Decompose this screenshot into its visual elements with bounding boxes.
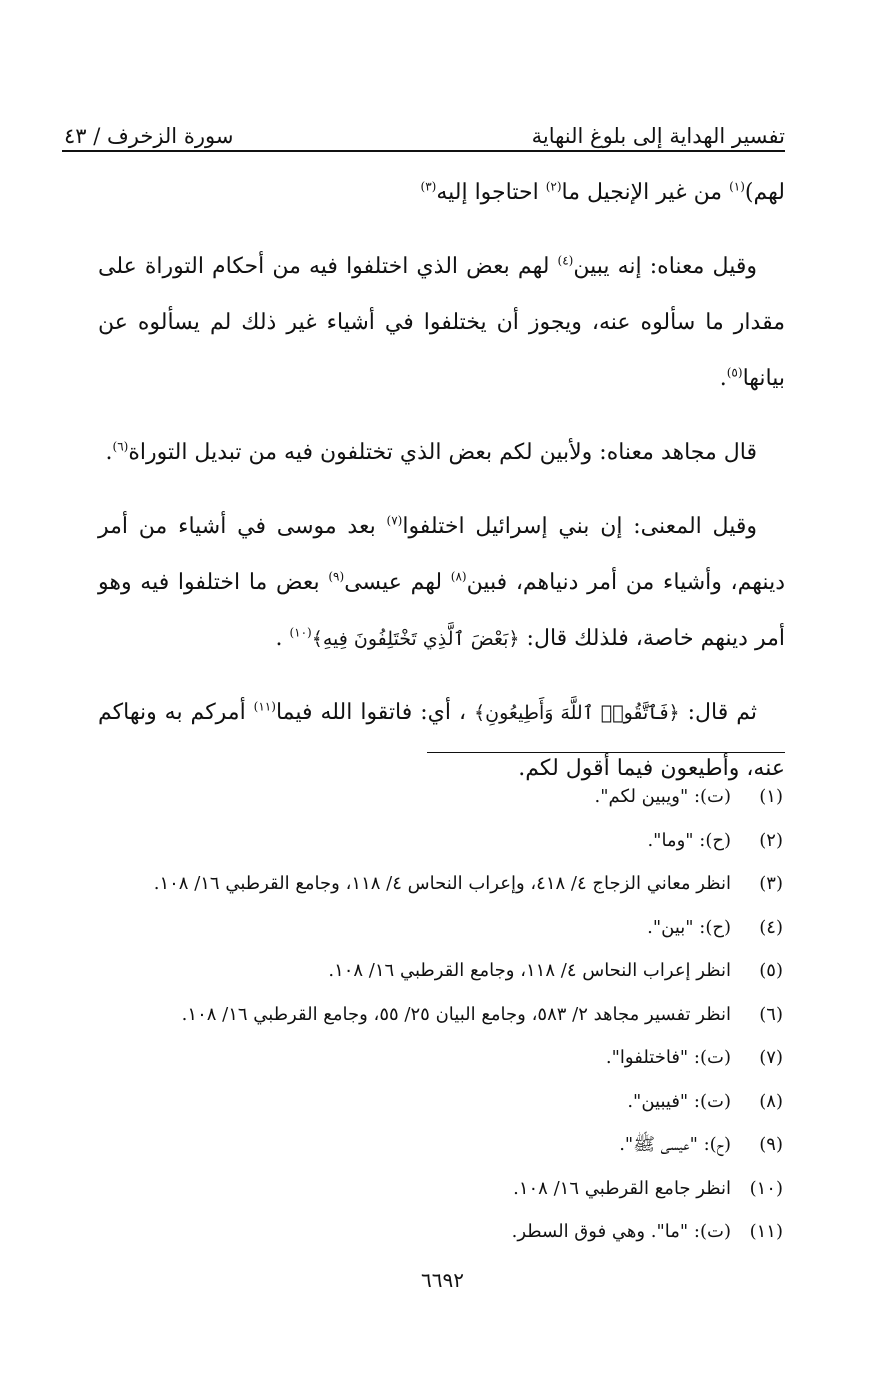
text-run: لهم) [744, 180, 785, 205]
footnote-number: (٩) [759, 1134, 783, 1155]
footnote-marker: (٣) [420, 179, 437, 194]
header-rule [62, 150, 785, 152]
footnote-item [90, 1167, 783, 1211]
paragraph [98, 499, 785, 667]
footnote-text: انظر جامع القرطبي ١٦/ ١٠٨. [513, 1177, 731, 1199]
footnote-separator [427, 752, 785, 753]
footnote-number: (٦) [759, 1003, 783, 1025]
footnote-text: انظر تفسير مجاهد ٢/ ٥٨٣، وجامع البيان ٢٥/ ٥٥، وجامع القرطبي ١٦/ ١٠٨. [181, 1003, 731, 1025]
footnote-number: (١٠) [749, 1177, 783, 1199]
text-run: . [719, 366, 727, 391]
text-run: وقيل المعنى: إن بني إسرائيل اختلفوا [402, 514, 757, 539]
footnote-marker: (٢) [545, 179, 562, 194]
footnote-number: (٥) [759, 960, 783, 981]
footnote-number: (٢) [759, 829, 783, 851]
footnote-text: انظر معاني الزجاج ٤/ ٤١٨، وإعراب النحاس ٤/ ١١٨، وجامع القرطبي ١٦/ ١٠٨. [153, 873, 731, 894]
page-number: ٦٦٩٢ [421, 1268, 464, 1292]
footnote-item [90, 993, 783, 1037]
text-run: بعض ما اختلفوا فيه وهو أمر دينهم خاصة، فلذلك قال: [98, 570, 785, 651]
text-run: بعد موسى في أشياء من أمر دينهم، وأشياء من أمر دنياهم، فبين [98, 514, 785, 595]
footnote-item [90, 1080, 783, 1124]
footnote-item [90, 819, 783, 863]
footnote-marker: (٩) [328, 569, 345, 584]
book-title: تفسير الهداية إلى بلوغ النهاية [531, 124, 785, 148]
text-run: لهم بعض الذي اختلفوا فيه من أحكام التوراة على مقدار ما سألوه عنه، ويجوز أن يختلفوا في أشياء غير ذلك لم يسألوه عن بيانها [98, 254, 785, 391]
footnote-number: (١) [759, 786, 783, 807]
footnote-number: (٧) [759, 1047, 783, 1068]
footnote-text: (ت): "فاختلفوا". [605, 1047, 731, 1068]
footnotes-list [90, 775, 783, 1254]
text-run: ثم قال: [679, 700, 757, 725]
main-text [98, 165, 785, 815]
footnote-text: انظر إعراب النحاس ٤/ ١١٨، وجامع القرطبي ١٦/ ١٠٨. [328, 960, 731, 981]
text-run: . [105, 440, 113, 465]
footnote-item [90, 949, 783, 993]
footnote-item [90, 1123, 783, 1167]
footnote-item [90, 1036, 783, 1080]
footnote-number: (٤) [759, 916, 783, 938]
footnote-marker: (١) [729, 179, 745, 194]
footnote-marker: (٧) [386, 513, 403, 528]
text-run: قال مجاهد معناه: ولأبين لكم بعض الذي تختلفون فيه من تبديل التوراة [128, 440, 757, 465]
running-header [64, 108, 785, 148]
footnote-number: (٣) [759, 873, 783, 894]
text-run: . [275, 626, 290, 651]
footnote-text: (ت): "ويبين لكم". [594, 786, 731, 807]
footnote-marker: (١١) [253, 699, 276, 714]
paragraph [98, 165, 785, 221]
footnote-marker: (٦) [112, 439, 129, 454]
text-run: احتاجوا إليه [436, 180, 546, 205]
footnote-number: (١١) [749, 1221, 783, 1242]
footnote-marker: (١٠) [289, 625, 312, 640]
paragraph [98, 239, 785, 407]
footnote-number: (٨) [759, 1090, 783, 1112]
footnote-marker: (٥) [726, 365, 743, 380]
text-run: من غير الإنجيل ما [561, 180, 730, 205]
footnote-item [90, 862, 783, 906]
footnote-item [90, 1210, 783, 1254]
text-run: لهم عيسى [344, 570, 451, 595]
text-run: وقيل معناه: إنه يبين [573, 254, 757, 279]
text-run: أمركم به ونهاكم عنه، وأطيعون فيما أقول لكم. [98, 700, 785, 781]
footnote-text: (ح): "بين". [647, 916, 731, 938]
footnote-item [90, 775, 783, 819]
paragraph [98, 425, 785, 481]
surah-reference: سورة الزخرف / ٤٣ [64, 124, 234, 148]
footnote-item [90, 906, 783, 950]
footnote-marker: (٤) [557, 253, 574, 268]
footnote-text: (ت): "فيبين". [627, 1090, 731, 1112]
quran-quote: ﴿بَعْضَ ٱلَّذِي تَخْتَلِفُونَ فِيهِ﴾ [311, 628, 520, 650]
footnote-text: (ت): "ما". وهي فوق السطر. [511, 1221, 731, 1242]
footnote-text: (ح): "عيسى ﷺ". [619, 1134, 731, 1155]
footnote-marker: (٨) [450, 569, 467, 584]
quran-quote: ﴿فَٱتَّقُوا۟ ٱللَّهَ وَأَطِيعُونِ﴾ [474, 702, 680, 724]
footnote-text: (ح): "وما". [647, 829, 731, 851]
text-run: ، أي: فاتقوا الله فيما [275, 700, 475, 725]
